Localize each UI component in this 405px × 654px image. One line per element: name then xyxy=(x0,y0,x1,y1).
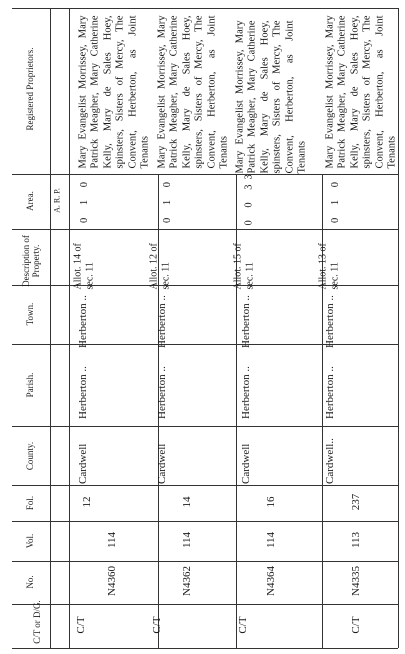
row-2-no: N4362 xyxy=(181,566,193,596)
row-1-ct: C/T xyxy=(75,616,87,634)
row-4-vol: 113 xyxy=(350,531,362,549)
row-2-ct: C/T xyxy=(151,616,163,634)
rule-header-row1 xyxy=(50,8,51,648)
row-4-area: 0 1 0 xyxy=(330,177,341,223)
header-town: Town. xyxy=(25,302,35,326)
row-3-town: Herberton .. xyxy=(240,295,252,348)
row-2-county: Cardwell xyxy=(156,443,168,484)
row-4-fol: 237 xyxy=(350,493,362,511)
row-2-proprietors: Mary Evangelist Morrissey, Mary Patrick Meagher, Mary Catherine Kelly, Mary de Sales Hoey, spinsters, Sisters of Mercy, The Convent, Herberton, as Joint Tenants xyxy=(156,15,230,169)
header-vol: Vol. xyxy=(25,533,35,549)
header-fol: Fol. xyxy=(25,495,35,511)
row-1-fol: 12 xyxy=(81,496,93,508)
row-2-parish: Herberton .. xyxy=(156,366,168,419)
row-3-county: Cardwell xyxy=(240,443,252,484)
row-2-description: Allot. 12 of sec. 11 xyxy=(148,243,172,290)
row-3-area: 0 0 33 xyxy=(243,169,255,226)
row-3-proprietors: Mary Evangelist Morrissey, Mary Patrick Meagher, Mary Catherine Kelly, Mary de Sales Hoey, spinsters, Sisters of Mercy, The Convent, Herberton, as Joint Tenants xyxy=(234,20,308,174)
row-2-area: 0 1 0 xyxy=(162,177,173,223)
row-3-description: Allot. 15 of sec. 11 xyxy=(232,243,256,290)
row-3-ct: C/T xyxy=(237,616,249,634)
row-3-no: N4364 xyxy=(265,566,277,596)
row-3-vol: 114 xyxy=(265,531,277,549)
row-3-fol: 16 xyxy=(265,496,277,508)
row-1-town: Herberton .. xyxy=(77,295,89,348)
row-1-county: Cardwell xyxy=(77,443,89,484)
row-2-fol: 14 xyxy=(181,496,193,508)
row-2-town: Herberton .. xyxy=(156,295,168,348)
row-4-ct: C/T xyxy=(350,616,362,634)
header-county: County. xyxy=(25,441,35,471)
header-parish: Parish. xyxy=(25,372,35,398)
header-description-of-property: Description of Property. xyxy=(21,235,41,287)
row-3-parish: Herberton .. xyxy=(240,366,252,419)
rule-bottom xyxy=(12,648,398,649)
row-1-vol: 114 xyxy=(106,531,118,549)
row-4-parish: Herberton .. xyxy=(324,366,336,419)
row-1-description: Allot. 14 of sec. 11 xyxy=(72,243,96,290)
row-4-town: Herberton .. xyxy=(324,295,336,348)
header-ct-or-dg: C/T or D/G. xyxy=(32,600,42,644)
row-1-area: 0 1 0 xyxy=(79,177,90,223)
row-2-vol: 114 xyxy=(181,531,193,549)
rule-header-under xyxy=(69,8,70,648)
row-4-no: N4335 xyxy=(350,566,362,596)
header-no: No. xyxy=(25,575,35,589)
row-1-proprietors: Mary Evangelist Morrissey, Mary Patrick Meagher, Mary Catherine Kelly, Mary de Sales Hoey, spinsters, Sisters of Mercy, The Convent, Herberton, as Joint Tenants xyxy=(77,15,151,169)
row-4-proprietors: Mary Evangelist Morrissey, Mary Patrick Meagher, Mary Catherine Kelly, Mary de Sales Hoey, spinsters, Sisters of Mercy, The Convent, Herberton, as Joint Tenants xyxy=(324,15,398,169)
row-1-no: N4360 xyxy=(106,566,118,596)
row-4-description: Allot. 13 of sec. 11 xyxy=(317,243,341,290)
row-1-parish: Herberton .. xyxy=(77,366,89,419)
header-area: Area. xyxy=(25,191,35,211)
header-registered-proprietors: Registered Proprietors. xyxy=(25,47,35,131)
row-4-county: Cardwell.. xyxy=(324,438,336,484)
header-area-units: A. R. P. xyxy=(52,188,62,213)
